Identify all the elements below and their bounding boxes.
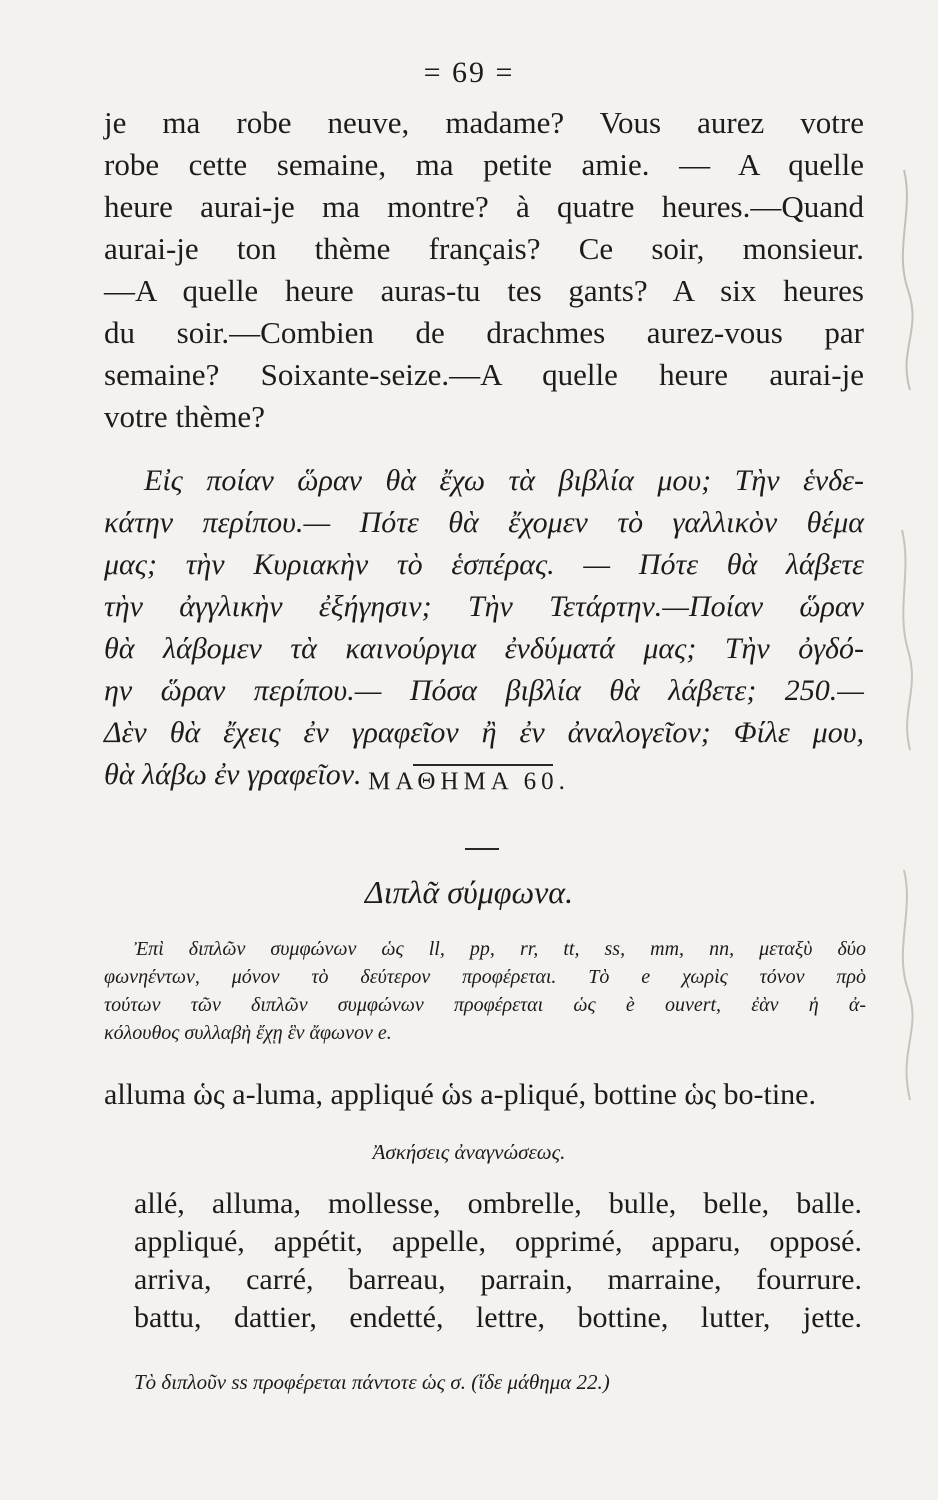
french-paragraph xyxy=(104,102,864,438)
word-list-line: allé, alluma, mollesse, ombrelle, bulle, belle, balle. xyxy=(134,1187,862,1220)
word-list-line: appliqué, appétit, appelle, opprimé, apparu, opposé. xyxy=(134,1225,862,1258)
word-list xyxy=(134,1185,862,1337)
note-line: τούτων τῶν διπλῶν συμφώνων προφέρεται ὡς è ouvert, ἐὰν ἡ ἀ- xyxy=(104,994,866,1016)
greek-line: θὰ λάβομεν τὰ καινούργια ἐνδύματά μας; Τὴν ὀγδό- xyxy=(104,632,864,665)
lesson-title: ΜΑΘΗΜΑ 60. xyxy=(368,768,570,795)
greek-line: θὰ λάβω ἐν γραφεῖον. xyxy=(104,758,362,791)
french-line: semaine? Soixante-seize.—A quelle heure aurai-je xyxy=(104,357,864,392)
french-line: du soir.—Combien de drachmes aurez-vous par xyxy=(104,315,864,350)
section-title: Διπλᾶ σύμφωνα. xyxy=(364,874,574,910)
french-line: votre thème? xyxy=(104,399,265,434)
french-line: —A quelle heure auras-tu tes gants? A six heures xyxy=(104,273,864,308)
word-list-line: arriva, carré, barreau, parrain, marraine, fourrure. xyxy=(134,1263,862,1296)
example-line: alluma ὡς a-luma, appliqué ὡs a-pliqué, bottine ὡς bo-tine. xyxy=(104,1078,816,1111)
footnote: Τὸ διπλοῦν ss προφέρεται πάντοτε ὡς σ. (ἴδε μάθημα 22.) xyxy=(134,1370,610,1394)
short-divider-rule xyxy=(465,848,499,850)
french-line: robe cette semaine, ma petite amie. — A quelle xyxy=(104,147,864,182)
greek-line: κάτην περίπου.— Πότε θὰ ἔχομεν τὸ γαλλικὸν θέμα xyxy=(104,506,864,539)
divider-rule xyxy=(413,764,553,766)
greek-line: τὴν ἀγγλικὴν ἐξήγησιν; Τὴν Τετάρτην.—Ποίαν ὥραν xyxy=(104,590,864,623)
greek-line: ην ὥραν περίπου.— Πόσα βιβλία θὰ λάβετε; 250.— xyxy=(104,674,864,707)
french-line: je ma robe neuve, madame? Vous aurez votre xyxy=(104,105,864,140)
french-line: aurai-je ton thème français? Ce soir, monsieur. xyxy=(104,231,864,266)
pronunciation-note xyxy=(104,935,866,1047)
note-line: κόλουθος συλλαβὴ ἔχῃ ἓν ἄφωνον e. xyxy=(104,1022,392,1044)
greek-line: Εἰς ποίαν ὥραν θὰ ἔχω τὰ βιβλία μου; Τὴν ἑνδε- xyxy=(144,464,864,497)
word-list-line: battu, dattier, endetté, lettre, bottine, lutter, jette. xyxy=(134,1301,862,1334)
greek-line: μας; τὴν Κυριακὴν τὸ ἑσπέρας. — Πότε θὰ λάβετε xyxy=(104,548,864,581)
french-line: heure aurai-je ma montre? à quatre heures.—Quand xyxy=(104,189,864,224)
margin-handwriting xyxy=(874,150,934,1150)
note-line: Ἐπὶ διπλῶν συμφώνων ὡς ll, pp, rr, tt, ss, mm, nn, μεταξὺ δύο xyxy=(134,938,866,960)
note-line: φωνηέντων, μόνον τὸ δεύτερον προφέρεται. Τὸ e χωρὶς τόνον πρὸ xyxy=(104,966,866,988)
greek-paragraph xyxy=(104,460,864,796)
page-number: = 69 = xyxy=(423,56,515,89)
exercises-heading: Ἀσκήσεις ἀναγνώσεως. xyxy=(372,1140,566,1164)
greek-line: Δὲν θὰ ἔχεις ἐν γραφεῖον ἢ ἐν ἀναλογεῖον; Φίλε μου, xyxy=(104,716,864,749)
